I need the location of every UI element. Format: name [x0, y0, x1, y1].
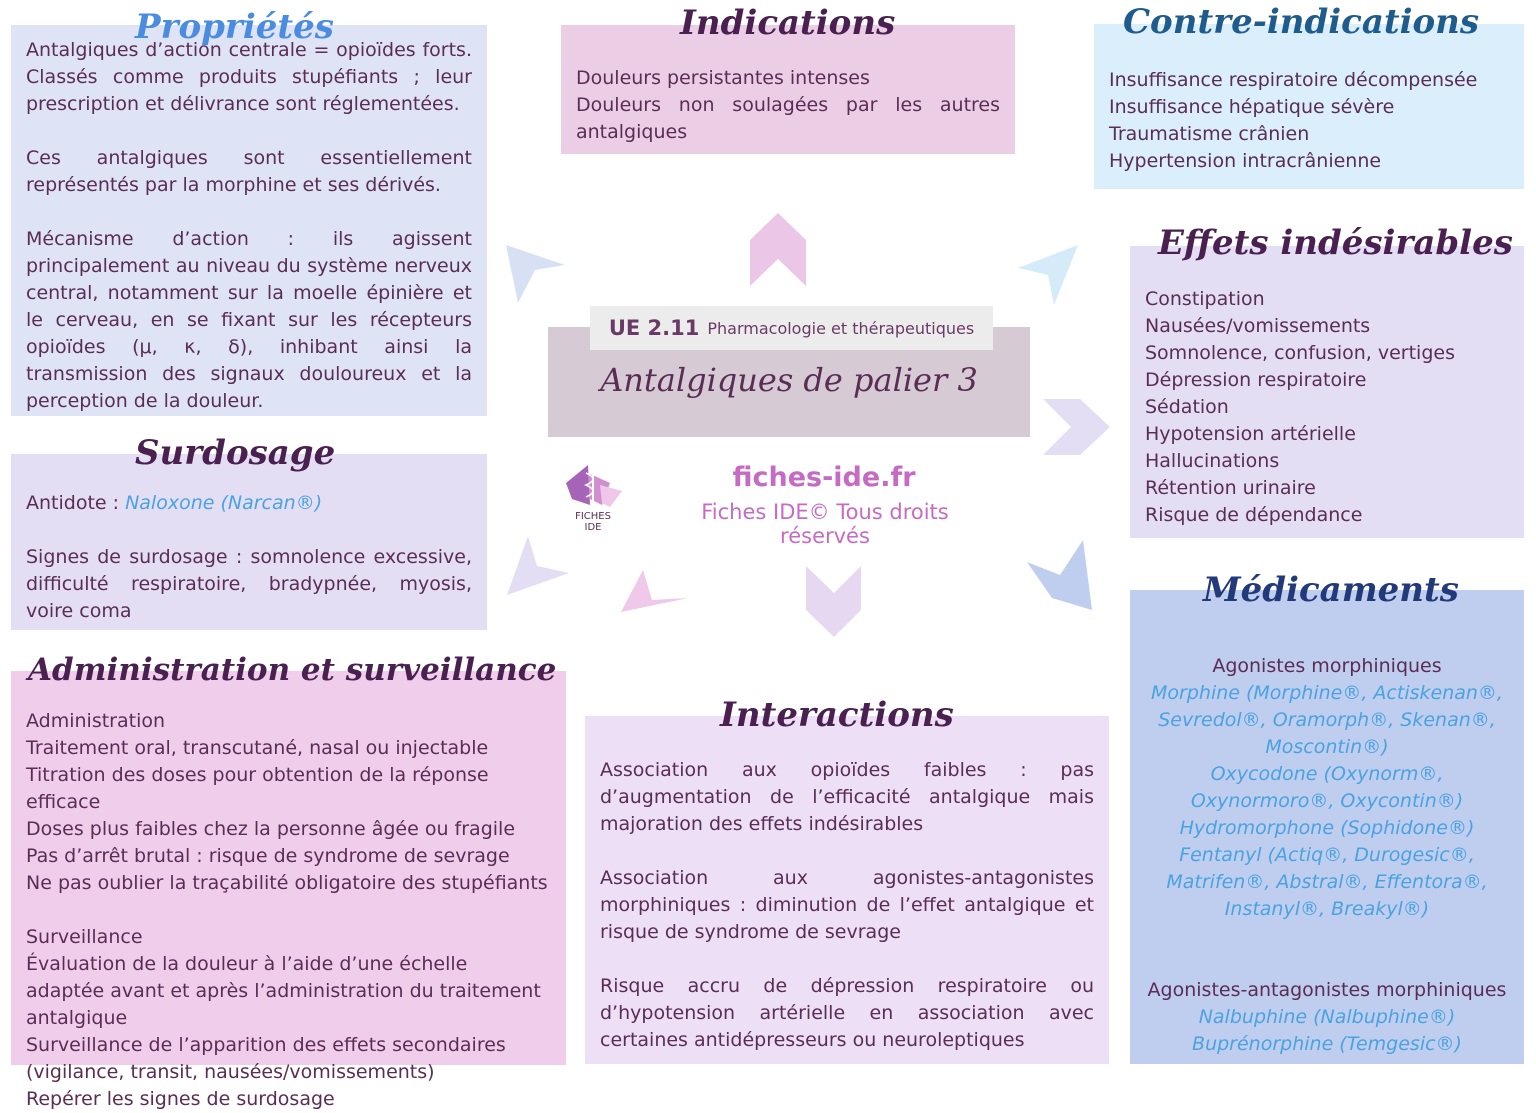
indications-panel: [561, 25, 1015, 154]
administration-item: Traitement oral, transcutané, nasal ou injectable: [26, 737, 489, 759]
logo-line: FICHES: [575, 511, 611, 522]
administration-panel: [11, 671, 566, 1110]
arrow-up-right-icon: [1018, 245, 1078, 305]
interaction-paragraph: Risque accru de dépression respiratoire ou d’hypotension artérielle en association avec certaines antidépresseurs ou neuroleptiques: [600, 975, 1094, 1051]
effet-item: Somnolence, confusion, vertiges: [1145, 342, 1455, 364]
antidote-line: [26, 490, 472, 517]
surdosage-title: Surdosage: [135, 433, 336, 473]
signes-paragraph: [26, 544, 472, 625]
proprietes-panel: [11, 25, 487, 416]
contre-indications-title: Contre-indications: [1123, 2, 1480, 42]
medicaments-panel: [1130, 590, 1524, 1064]
proprietes-paragraph: Ces antalgiques sont essentiellement représentés par la morphine et ses dérivés.: [26, 147, 472, 196]
logo-text: [560, 511, 626, 533]
drug-item: Fentanyl (Actiq®, Durogesic®, Matrifen®, Abstral®, Effentora®, Instanyl®, Breakyl®): [1166, 844, 1488, 920]
contre-indication-item: Traumatisme crânien: [1109, 123, 1310, 145]
contre-indications-panel: [1094, 24, 1524, 189]
main-title: Antalgiques de palier 3: [600, 361, 978, 399]
administration-item: Pas d’arrêt brutal : risque de syndrome de sevrage: [26, 845, 510, 867]
mecanisme-paragraph: [26, 226, 472, 415]
interactions-panel: [585, 716, 1109, 1064]
proprietes-title: Propriétés: [135, 7, 334, 47]
effet-item: Rétention urinaire: [1145, 477, 1316, 499]
effet-item: Nausées/vomissements: [1145, 315, 1371, 337]
interactions-title: Interactions: [720, 695, 954, 735]
effet-item: Dépression respiratoire: [1145, 369, 1367, 391]
drug-item: Morphine (Morphine®, Actiskenan®, Sevredol®, Oramorph®, Skenan®, Moscontin®): [1151, 682, 1503, 758]
interaction-paragraph: Association aux agonistes-antagonistes morphiniques : diminution de l’effet antalgique et risque de syndrome de sevrage: [600, 867, 1094, 943]
effet-item: Risque de dépendance: [1145, 504, 1363, 526]
administration-heading: Administration: [26, 710, 166, 732]
effet-item: Constipation: [1145, 288, 1265, 310]
arrow-down-left-icon: [507, 536, 569, 595]
logo-line: IDE: [584, 522, 602, 533]
contre-indication-item: Insuffisance respiratoire décompensée: [1109, 69, 1478, 91]
interaction-paragraph: Association aux opioïdes faibles : pas d’augmentation de l’efficacité antalgique mais majoration des effets indésirables: [600, 759, 1094, 835]
mecanisme-text: : ils agissent principalement au niveau du système nerveux central, notamment sur la moelle épinière et le cerveau, en se fixant sur les récepteurs opioïdes (μ, κ, δ), inhibant ainsi la transmission des signaux douloureux et la perception de la douleur.: [26, 228, 472, 412]
proprietes-paragraph: Antalgiques d’action centrale = opioïdes forts. Classés comme produits stupéfiants ; leur prescription et délivrance sont réglementées.: [26, 39, 472, 115]
administration-item: Ne pas oublier la traçabilité obligatoire des stupéfiants: [26, 872, 548, 894]
surveillance-item: Surveillance de l’apparition des effets secondaires (vigilance, transit, nausées/vomissements): [26, 1034, 506, 1083]
contre-indication-item: Insuffisance hépatique sévère: [1109, 96, 1395, 118]
surveillance-heading: Surveillance: [26, 926, 143, 948]
administration-item: Titration des doses pour obtention de la réponse efficace: [26, 764, 489, 813]
arrow-up-icon: [750, 213, 806, 286]
effet-item: Hallucinations: [1145, 450, 1280, 472]
drug-item: Oxycodone (Oxynorm®, Oxynormoro®, Oxycontin®): [1190, 763, 1464, 812]
site-url: fiches-ide.fr: [732, 462, 916, 493]
effet-item: Hypotension artérielle: [1145, 423, 1356, 445]
copyright-text: Fiches IDE© Tous droits réservés: [701, 500, 949, 548]
administration-item: Doses plus faibles chez la personne âgée ou fragile: [26, 818, 516, 840]
drug-item: Hydromorphone (Sophidone®): [1179, 817, 1475, 839]
signes-text: : somnolence excessive, difficulté respiratoire, bradypnée, myosis, voire coma: [26, 546, 472, 622]
effets-title: Effets indésirables: [1158, 223, 1513, 263]
arrow-down-icon: [806, 566, 861, 637]
effet-item: Sédation: [1145, 396, 1229, 418]
arrow-up-left-icon: [506, 245, 565, 303]
arrow-down-left2-icon: [621, 570, 688, 612]
ue-label: [590, 306, 993, 350]
antidote-value: Naloxone (Narcan®): [125, 492, 323, 514]
arrow-down-right-icon: [1027, 540, 1092, 610]
contre-indication-item: Hypertension intracrânienne: [1109, 150, 1382, 172]
indications-title: Indications: [680, 3, 896, 43]
antidote-label: Antidote: [26, 492, 107, 514]
indication-line: Douleurs persistantes intenses: [576, 67, 870, 89]
effets-panel: [1130, 246, 1524, 538]
ue-code: UE 2.11: [608, 316, 700, 340]
indication-line: Douleurs non soulagées par les autres antalgiques: [576, 94, 1000, 143]
surveillance-item: Évaluation de la douleur à l’aide d’une échelle adaptée avant et après l’administration du traitement antalgique: [26, 953, 541, 1029]
surveillance-item: Repérer les signes de surdosage: [26, 1088, 335, 1110]
drug-item: Buprénorphine (Temgesic®): [1192, 1033, 1462, 1055]
arrow-right-icon: [1043, 399, 1110, 455]
antidote-separator: :: [106, 492, 126, 514]
administration-title: Administration et surveillance: [28, 652, 557, 688]
ue-subtitle: Pharmacologie et thérapeutiques: [707, 318, 975, 338]
signes-label: Signes de surdosage: [26, 546, 228, 568]
agonistes-heading: Agonistes morphiniques: [1212, 655, 1442, 677]
drug-item: Nalbuphine (Nalbuphine®): [1198, 1006, 1456, 1028]
mecanisme-label: Mécanisme d’action: [26, 228, 249, 250]
medicaments-title: Médicaments: [1203, 570, 1459, 610]
agonistes-antagonistes-heading: Agonistes-antagonistes morphiniques: [1147, 979, 1507, 1001]
surdosage-panel: [11, 454, 487, 630]
